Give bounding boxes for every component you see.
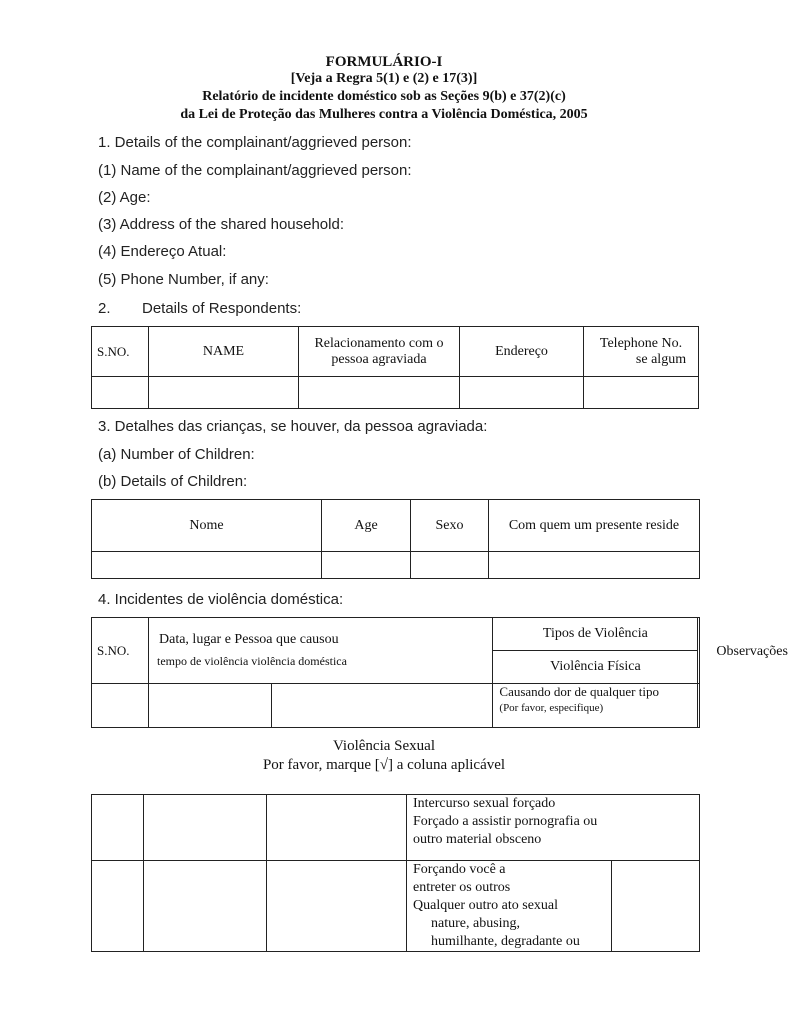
cell-sexual-types-2: Forçando você a entreter os outros Qualquer outro ato sexual nature, abusing, humilhante, degradante ou bbox=[407, 861, 612, 952]
cell-sno[interactable] bbox=[92, 861, 144, 952]
incident-row bbox=[92, 684, 700, 728]
respondent-row bbox=[92, 377, 699, 409]
cell-person[interactable] bbox=[272, 684, 493, 728]
cell-sexo[interactable] bbox=[411, 552, 489, 579]
col-date-place-person: Data, lugar e Pessoa que causou tempo de violência violência doméstica bbox=[149, 618, 493, 684]
col-age: Age bbox=[322, 500, 411, 552]
cell-sno[interactable] bbox=[92, 795, 144, 861]
cell-age[interactable] bbox=[322, 552, 411, 579]
col-address: Endereço bbox=[460, 327, 584, 377]
col-relationship: Relacionamento com o pessoa agraviada bbox=[299, 327, 460, 377]
section1-heading: 1. Details of the complainant/aggrieved person: bbox=[98, 134, 412, 151]
cell-date[interactable] bbox=[149, 684, 272, 728]
col-types-of-violence: Tipos de Violência bbox=[493, 618, 698, 651]
col-sno: S.NO. bbox=[92, 618, 149, 684]
phone-number-label: (5) Phone Number, if any: bbox=[98, 271, 269, 288]
cell-date[interactable] bbox=[144, 861, 267, 952]
col-sexo: Sexo bbox=[411, 500, 489, 552]
cell-relationship[interactable] bbox=[299, 377, 460, 409]
section2-number: 2. bbox=[98, 300, 111, 317]
cell-sno[interactable] bbox=[92, 684, 149, 728]
section2-heading: Details of Respondents: bbox=[142, 300, 302, 317]
col-observations: Observações bbox=[698, 618, 700, 684]
cell-date[interactable] bbox=[144, 795, 267, 861]
section4-heading: 4. Incidentes de violência doméstica: bbox=[98, 591, 344, 608]
col-telephone: Telephone No. se algum bbox=[584, 327, 699, 377]
cell-sexual-types-1: Intercurso sexual forçado Forçado a assistir pornografia ou outro material obsceno bbox=[407, 795, 700, 861]
cell-name[interactable] bbox=[149, 377, 299, 409]
age-label: (2) Age: bbox=[98, 189, 151, 206]
sexual-violence-title: Violência Sexual bbox=[333, 738, 435, 754]
sexual-row-1 bbox=[92, 795, 700, 861]
current-address-label: (4) Endereço Atual: bbox=[98, 243, 227, 260]
cell-person[interactable] bbox=[267, 795, 407, 861]
cell-check[interactable] bbox=[612, 861, 700, 952]
incidents-table bbox=[91, 617, 788, 728]
cell-sno[interactable] bbox=[92, 377, 149, 409]
sexual-violence-table bbox=[91, 794, 700, 952]
child-row bbox=[92, 552, 700, 579]
cell-person[interactable] bbox=[267, 861, 407, 952]
cell-reside[interactable] bbox=[489, 552, 700, 579]
form-title: FORMULÁRIO-I bbox=[325, 54, 443, 70]
details-of-children-label: (b) Details of Children: bbox=[98, 473, 248, 490]
rule-reference: [Veja a Regra 5(1) e (2) e 17(3)] bbox=[290, 71, 478, 86]
cell-physical-type: Causando dor de qualquer tipo (Por favor, especifique) bbox=[493, 684, 698, 728]
cell-address[interactable] bbox=[460, 377, 584, 409]
check-instruction: Por favor, marque [√] a coluna aplicável bbox=[262, 757, 506, 773]
children-table bbox=[91, 499, 700, 579]
section3-heading: 3. Detalhes das crianças, se houver, da pessoa agraviada: bbox=[98, 418, 488, 435]
col-physical-violence: Violência Física bbox=[493, 651, 698, 684]
cell-observations[interactable] bbox=[698, 684, 700, 728]
col-sno: S.NO. bbox=[92, 327, 149, 377]
cell-telephone[interactable] bbox=[584, 377, 699, 409]
col-reside: Com quem um presente reside bbox=[489, 500, 700, 552]
respondents-table bbox=[91, 326, 699, 409]
col-nome: Nome bbox=[92, 500, 322, 552]
sexual-row-2 bbox=[92, 861, 700, 952]
number-of-children-label: (a) Number of Children: bbox=[98, 446, 255, 463]
law-subtitle: da Lei de Proteção das Mulheres contra a Violência Doméstica, 2005 bbox=[180, 107, 588, 122]
cell-nome[interactable] bbox=[92, 552, 322, 579]
complainant-name-label: (1) Name of the complainant/aggrieved person: bbox=[98, 162, 412, 179]
col-name: NAME bbox=[149, 327, 299, 377]
shared-household-label: (3) Address of the shared household: bbox=[98, 216, 344, 233]
report-subtitle: Relatório de incidente doméstico sob as Seções 9(b) e 37(2)(c) bbox=[202, 89, 566, 104]
